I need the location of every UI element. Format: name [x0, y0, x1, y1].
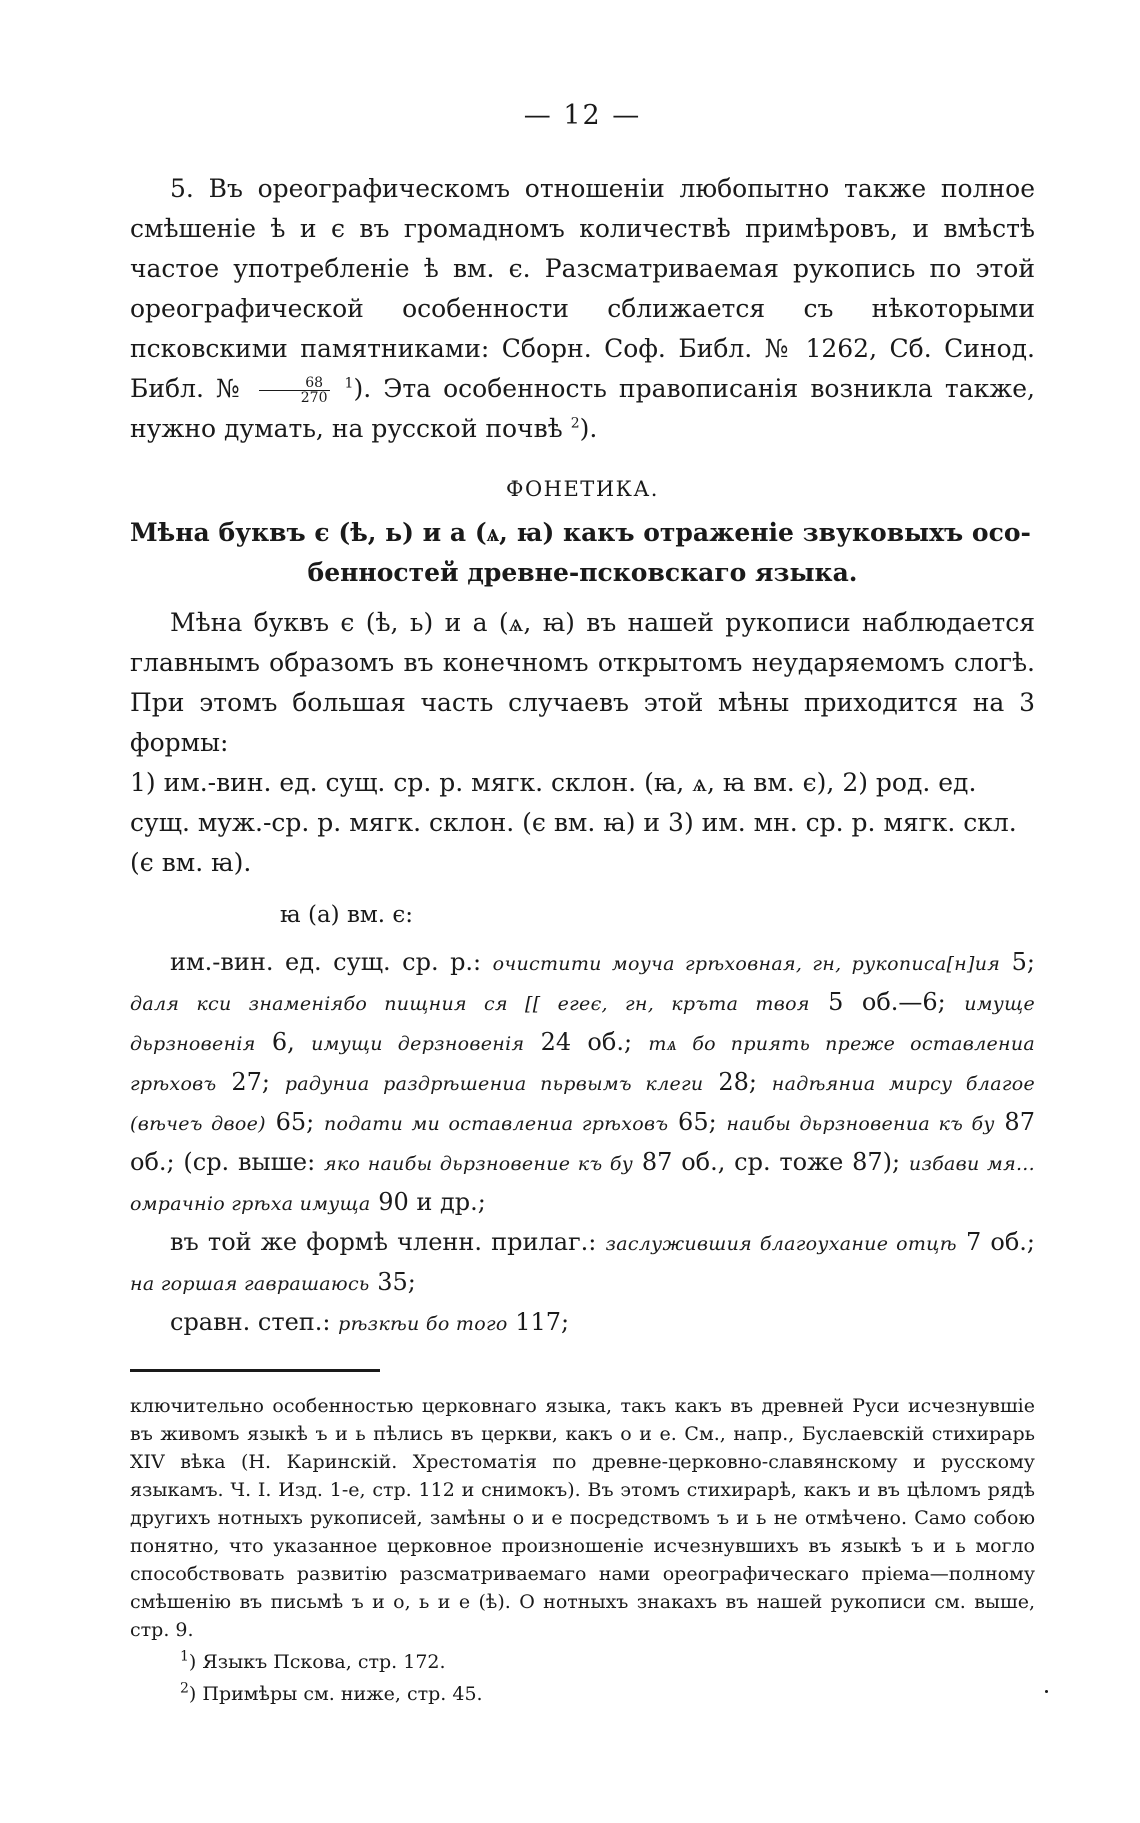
- citation: 7 об.;: [965, 1228, 1035, 1256]
- forms-line-1: 1) им.-вин. ед. сущ. ср. р. мягк. склон. (ꙗ, ѧ, ꙗ вм. є), 2) род. ед.: [130, 768, 977, 797]
- subheading-line-1: Мѣна буквъ є (ѣ, ь) и а (ѧ, ꙗ) какъ отраженіе звуковыхъ осо-: [130, 518, 1031, 547]
- citation: 27;: [231, 1068, 270, 1096]
- footnote-ref-2: 2: [570, 415, 580, 432]
- fraction-denominator: 270: [300, 390, 328, 406]
- citation: 87 об., ср. тоже 87);: [641, 1148, 901, 1176]
- footnote-separator: [130, 1369, 380, 1372]
- forms-line-2: сущ. муж.-ср. р. мягк. склон. (є вм. ꙗ) и 3) им. мн. ср. р. мягк. скл.: [130, 808, 1017, 837]
- examples-block: [130, 943, 1035, 1223]
- paragraph-5-part2: ). Эта особенность правописанія возникла также, нужно думать, на русской почвѣ: [130, 374, 1035, 443]
- citation: 35;: [377, 1268, 416, 1296]
- footnote-ref-1: 1: [344, 375, 354, 392]
- slavonic-quote: радуниа раздрѣшениа пьрвымъ клеги: [284, 1073, 704, 1095]
- slavonic-quote: надѣяниа мирсу благое (вѣчеъ двое): [130, 1073, 1036, 1135]
- same-form-line: [130, 1223, 1035, 1303]
- footnote-1-text: ) Языкъ Пскова, стр. 172.: [188, 1651, 446, 1673]
- footnote-1: [180, 1648, 1035, 1676]
- slavonic-quote: избави мя... омрачніо грѣха имуща: [130, 1153, 1035, 1215]
- comparative-lead: сравн. степ.:: [170, 1308, 331, 1336]
- subheading: [130, 513, 1035, 593]
- slavonic-quote: даля кси знаменіябо пищния ся [[ егеє, гн, кръта твоя: [130, 993, 810, 1015]
- subheading-line-2: бенностей древне-псковскаго языка.: [307, 558, 858, 587]
- footnote-1-mark: 1: [180, 1648, 189, 1665]
- citation: 87 об.; (ср. выше:: [130, 1108, 1035, 1176]
- citation: 65;: [678, 1108, 717, 1136]
- citation: 90 и др.;: [378, 1188, 486, 1216]
- same-form-lead: въ той же формѣ членн. прилаг.:: [170, 1228, 597, 1256]
- footnote-2: [180, 1680, 1035, 1708]
- slavonic-quote: яко наибы дьрзновение къ бу: [323, 1153, 634, 1175]
- document-page: [130, 100, 1035, 1708]
- fraction-numerator: 68: [259, 376, 330, 391]
- citation: 24 об.;: [540, 1028, 633, 1056]
- slavonic-quote: имущи дерзновенія: [311, 1033, 525, 1055]
- intro-paragraph: Мѣна буквъ є (ѣ, ь) и а (ѧ, ꙗ) въ нашей рукописи наблюдается главнымъ образомъ въ конечномъ открытомъ неударяемомъ слогѣ. При этомъ большая часть случаевъ этой мѣны приходится на 3 формы:: [130, 608, 1035, 757]
- slavonic-quote: на горшая гаврашаюсь: [130, 1273, 370, 1295]
- citation: 117;: [515, 1308, 570, 1336]
- citation: 5 об.—6;: [828, 988, 946, 1016]
- paragraph-5-part1: 5. Въ ореографическомъ отношеніи любопытно также полное смѣшеніе ѣ и є въ громадномъ количествѣ примѣровъ, и вмѣстѣ частое употребленіе ѣ вм. є. Разсматриваемая рукопись по этой ореографической особенности сближается съ нѣкоторыми псковскими памятниками: Сборн. Соф. Библ. № 1262, Сб. Синод. Библ. №: [130, 174, 1035, 403]
- citation: 6,: [271, 1028, 295, 1056]
- paragraph-5-part3: ).: [579, 414, 598, 443]
- slavonic-quote: имуще дьрзновенія: [130, 993, 1035, 1055]
- slavonic-quote: наибы дьрзновениа къ бу: [726, 1113, 995, 1135]
- footnote-2-mark: 2: [180, 1680, 189, 1697]
- scan-speck: [1045, 1690, 1048, 1693]
- slavonic-quote: тѧ бо приять преже оставлениа грѣховъ: [130, 1033, 1035, 1095]
- footnote-2-text: ) Примѣры см. ниже, стр. 45.: [188, 1683, 483, 1705]
- page-number: — 12 —: [523, 100, 642, 131]
- citation: 65;: [275, 1108, 315, 1136]
- slavonic-quote: подати ми оставлениа грѣховъ: [323, 1113, 669, 1135]
- shelfmark-fraction: [259, 376, 330, 405]
- citation: 28;: [718, 1068, 757, 1096]
- slavonic-quote: рѣзкѣи бо того: [338, 1313, 508, 1335]
- footnote-continuation: ключительно особенностью церковнаго языка, такъ какъ въ древней Руси исчезнувшіе въ живомъ языкѣ ъ и ь пѣлись въ церкви, какъ о и е. См., напр., Буслаевскій стихирарь XIV вѣка (Н. Каринскій. Хрестоматія по древне-церковно-славянскому и русскому языкамъ. Ч. I. Изд. 1-е, стр. 112 и снимокъ). Въ этомъ стихирарѣ, какъ и въ цѣломъ рядѣ другихъ нотныхъ рукописей, замѣны о и е посредствомъ ъ и ь не отмѣчено. Само собою понятно, что указанное церковное произношеніе исчезнувшихъ въ языкѣ ъ и ь могло способствовать развитію разсматриваемаго нами ореографическаго пріема—полному смѣшенію въ письмѣ ъ и о, ь и е (ѣ). О нотныхъ знакахъ въ нашей рукописи см. выше, стр. 9.: [130, 1395, 1035, 1641]
- citation: 5;: [1011, 948, 1035, 976]
- example-header: ꙗ (а) вм. є:: [280, 902, 414, 928]
- section-title: ФОНЕТИКА.: [506, 477, 659, 501]
- slavonic-quote: очистити моуча грѣховная, гн, рукописа[н]ия: [492, 953, 1001, 975]
- forms-line-3: (є вм. ꙗ).: [130, 848, 252, 877]
- examples-lead: им.-вин. ед. сущ. ср. р.:: [170, 948, 482, 976]
- comparative-line: [130, 1303, 1035, 1343]
- slavonic-quote: заслужившия благоухание отцѣ: [605, 1233, 957, 1255]
- paragraph-5: [130, 169, 1035, 449]
